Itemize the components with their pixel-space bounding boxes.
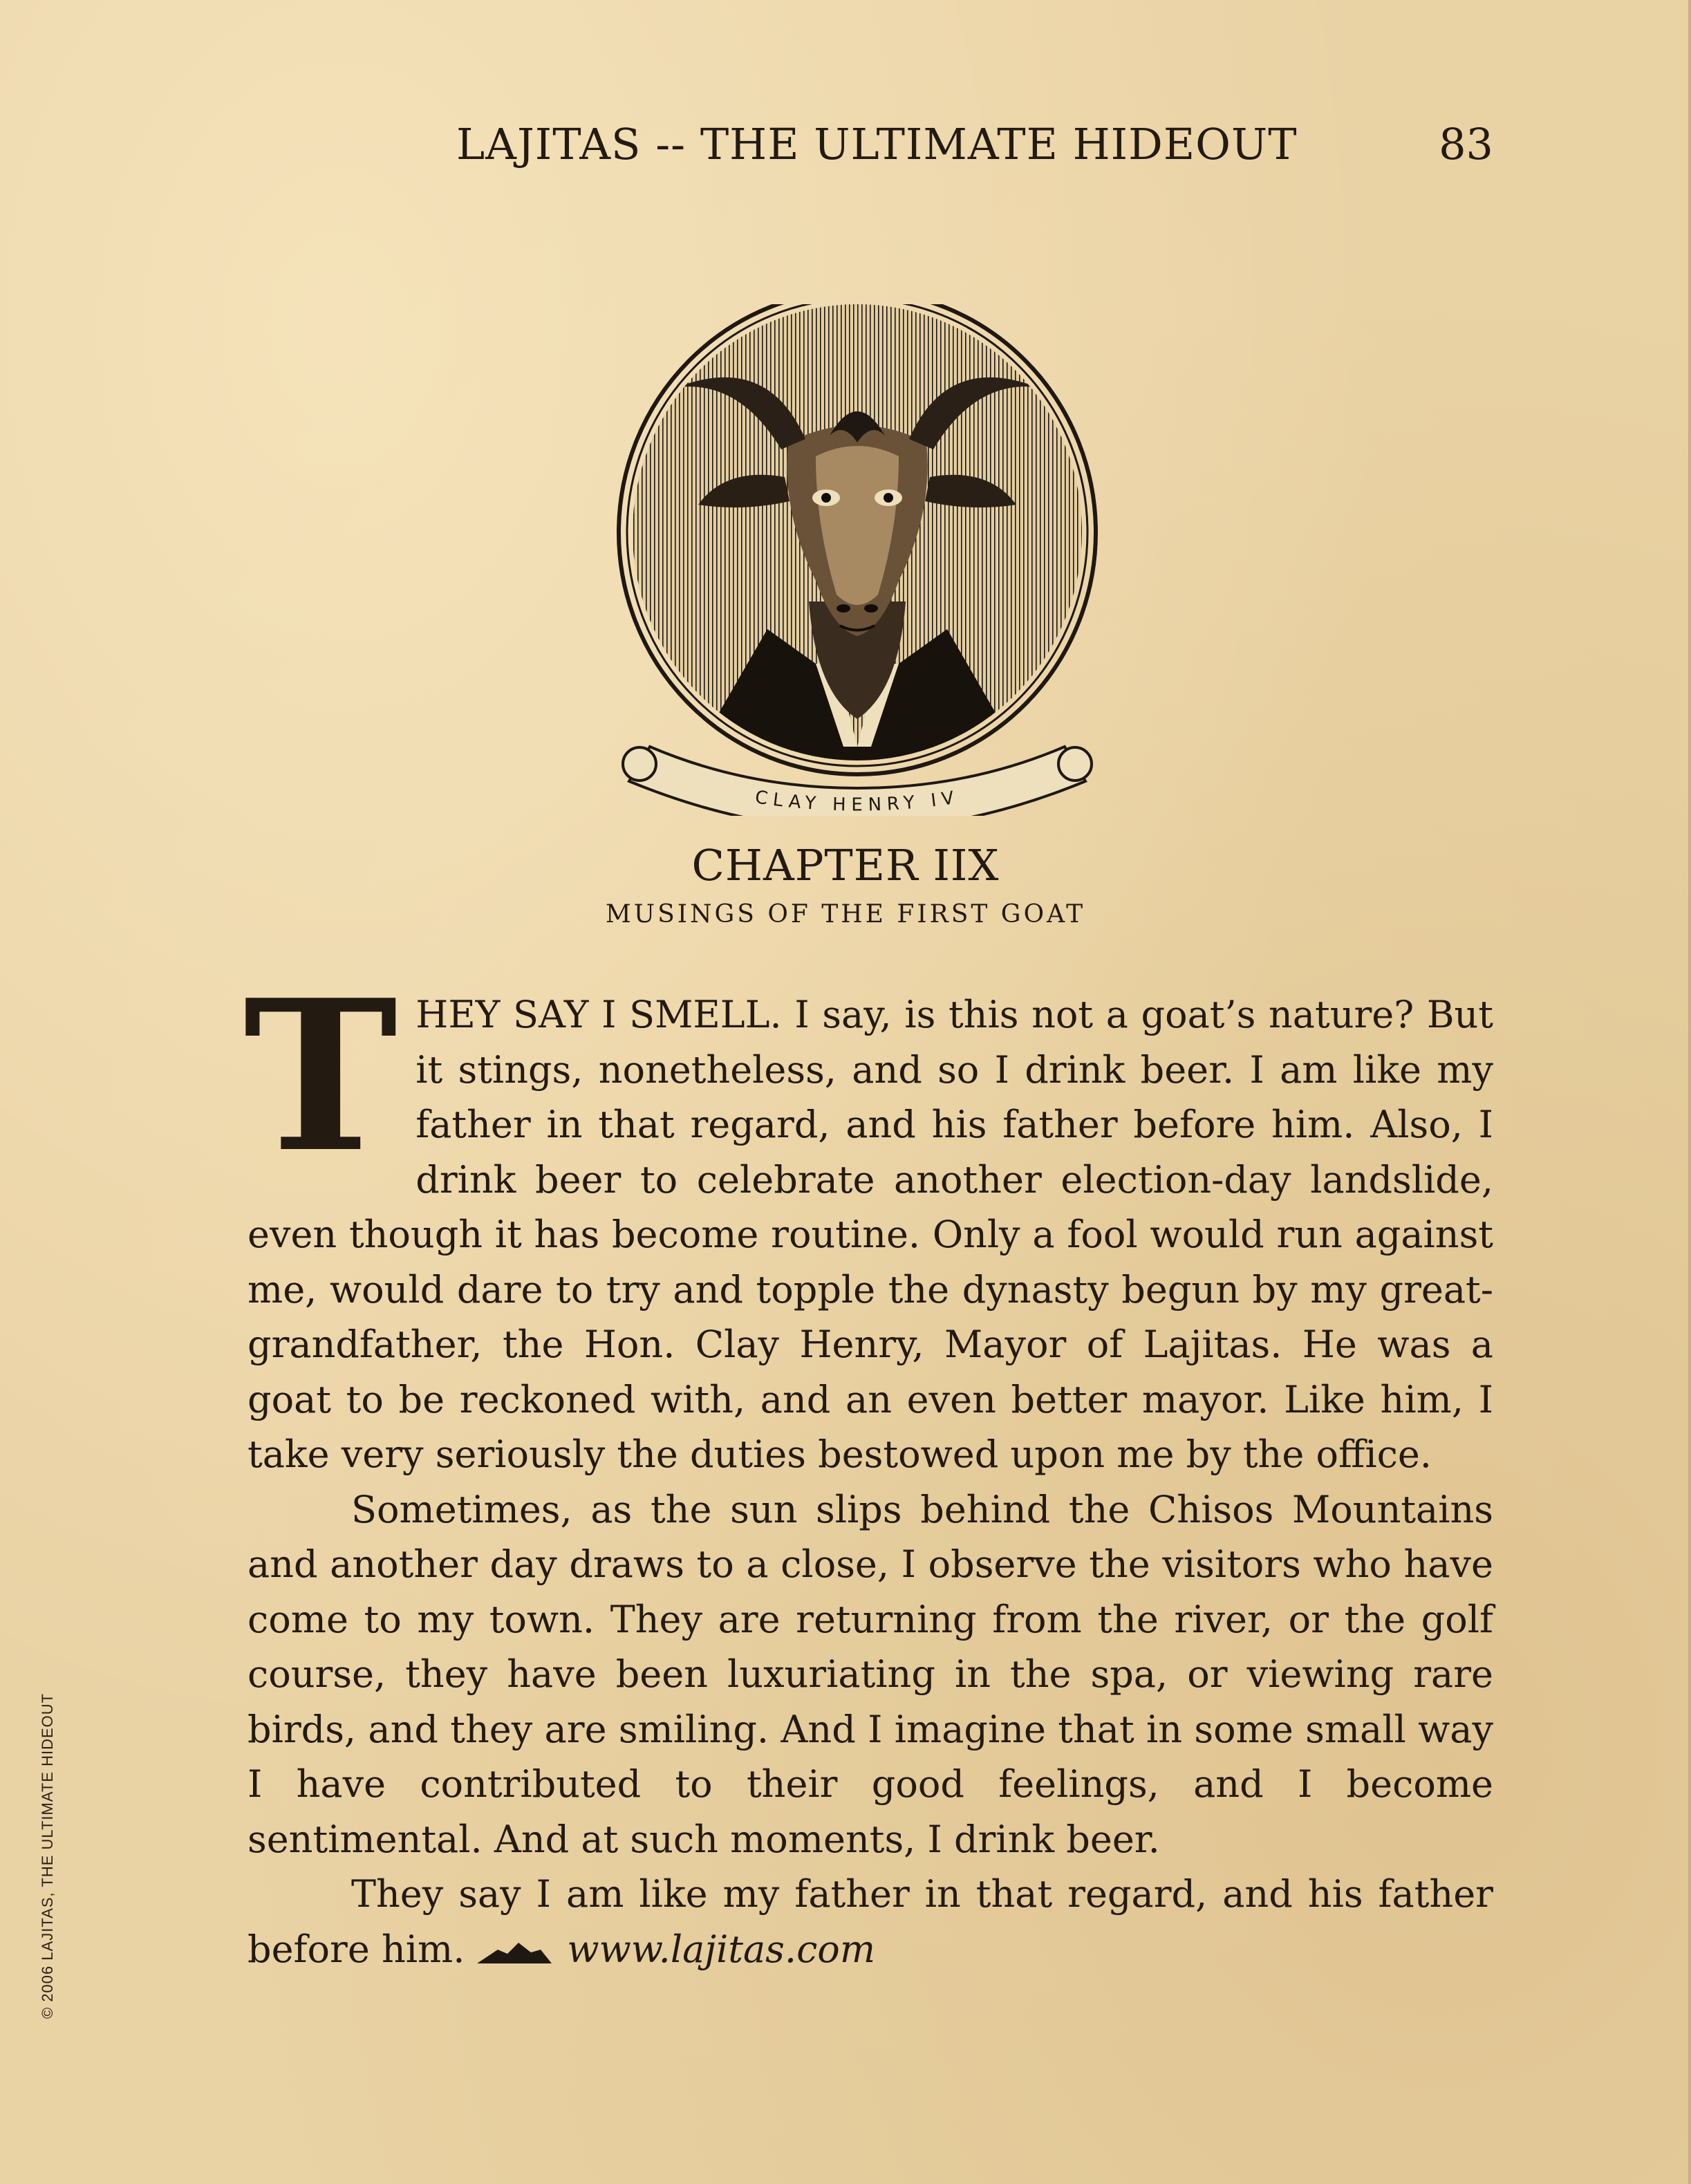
- running-header: [249, 119, 1493, 181]
- website-url: www.lajitas.com: [567, 1927, 876, 1971]
- paragraph-1-text: I say, is this not a goat’s nature? But it stings, nonetheless, and so I drink beer. I am like my father in that regard, and his father before him. Also, I drink beer to celebrate another election-day landslide, even though it has become routine. Only a fool would run against me, would dare to try and topple the dynasty begun by my great-grandfather, the Hon. Clay Henry, Mayor of Lajitas. He was a goat to be reckoned with, and an even better mayor. Like him, I take very seriously the duties bestowed upon me by the office.: [247, 993, 1493, 1476]
- mountain-icon: [477, 1940, 552, 1965]
- paragraph-3-text: They say I am like my father in that regard, and his father before him.: [247, 1872, 1493, 1971]
- lead-in: HEY SAY I SMELL.: [415, 993, 782, 1036]
- running-title: LAJITAS -- THE ULTIMATE HIDEOUT: [456, 119, 1298, 169]
- paragraph-3: [247, 1867, 1493, 1977]
- paragraph-2: Sometimes, as the sun slips behind the Chisos Mountains and another day draws to a close, I observe the visitors who have come to my town. They are returning from the river, or the golf course, they have been luxuriating in the spa, or viewing rare birds, and they are smiling. And I imagine that in some small way I have contributed to their good feelings, and I become sentimental. And at such moments, I drink beer.: [247, 1487, 1493, 1861]
- drop-cap: T: [243, 954, 398, 1198]
- chapter-subtitle: MUSINGS OF THE FIRST GOAT: [605, 900, 1086, 928]
- portrait-banner-text: CLAY HENRY IV: [754, 787, 961, 816]
- goat-portrait-icon: [608, 304, 1106, 816]
- paragraph-1: [243, 954, 1493, 1482]
- page-number: 83: [1439, 119, 1493, 169]
- copyright-credit: © 2006 LAJITAS, THE ULTIMATE HIDEOUT: [39, 1692, 56, 2019]
- body-text: [243, 954, 1493, 1977]
- chapter-title: CHAPTER IIX: [691, 840, 1000, 890]
